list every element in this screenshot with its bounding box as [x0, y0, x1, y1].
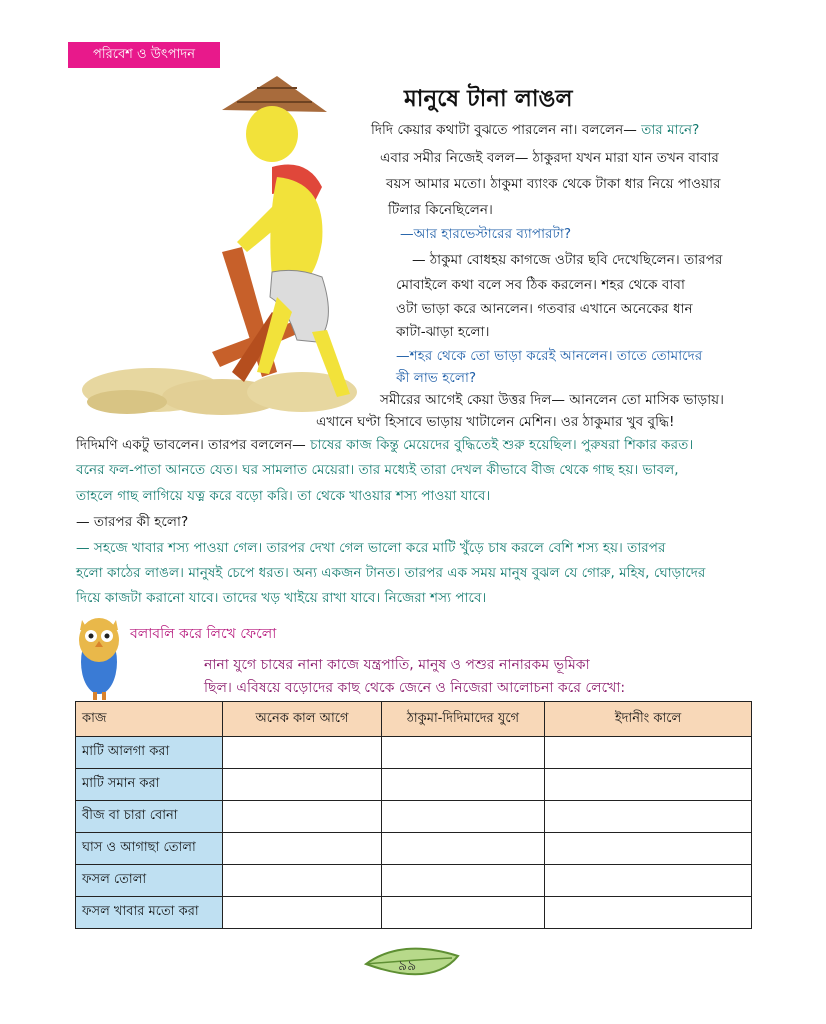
story-line: মোবাইলে কথা বলে সব ঠিক করলেন। শহর থেকে বাবা: [396, 277, 685, 293]
table-input-cell[interactable]: [382, 897, 545, 929]
story-line: কাটা-ঝাড়া হলো।: [396, 324, 490, 340]
table-row: [76, 737, 752, 769]
story-line: ওটা ভাড়া করে আনলেন। গতবার এখানে অনেকের ধান: [396, 301, 693, 317]
story-line: দিয়ে কাজটা করানো যাবে। তাদের খড় খাইয়ে রাখা যাবে। নিজেরা শস্য পাবে।: [76, 590, 487, 606]
story-line: দিদি কেয়ার কথাটা বুঝতে পারলেন না। বললেন— তার মানে?: [371, 122, 700, 138]
story-line: দিদিমণি একটু ভাবলেন। তারপর বললেন— চাষের কাজ কিন্তু মেয়েদের বুদ্ধিতেই শুরু হয়েছিল। পুরুষরা শিকার করত।: [76, 437, 694, 453]
table-row-label: ফসল খাবার মতো করা: [76, 897, 223, 929]
story-line: কী লাভ হলো?: [396, 370, 477, 386]
table-row-label: বীজ বা চারা বোনা: [76, 801, 223, 833]
table-header-cell: কাজ: [76, 702, 223, 737]
table-input-cell[interactable]: [382, 833, 545, 865]
table-row: [76, 801, 752, 833]
page-title: মানুষে টানা লাঙল: [404, 86, 573, 112]
story-line: বয়স আমার মতো। ঠাকুমা ব্যাংক থেকে টাকা ধার নিয়ে পাওয়ার: [386, 176, 721, 192]
table-input-cell[interactable]: [545, 737, 752, 769]
story-line: — সহজে খাবার শস্য পাওয়া গেল। তারপর দেখা গেল ভালো করে মাটি খুঁড়ে চাষ করলে বেশি শস্য হয়। তারপর: [76, 540, 666, 556]
activity-instruction: নানা যুগে চাষের নানা কাজে যন্ত্রপাতি, মানুষ ও পশুর নানারকম ভূমিকা: [204, 657, 590, 673]
owl-icon: [74, 612, 124, 700]
story-line: এখানে ঘণ্টা হিসাবে ভাড়ায় খাটালেন মেশিন। ওর ঠাকুমার খুব বুদ্ধি!: [316, 414, 675, 430]
table-input-cell[interactable]: [223, 897, 382, 929]
story-line: হলো কাঠের লাঙল। মানুষই চেপে ধরত। অন্য একজন টানত। তারপর এক সময় মানুষ বুঝল যে গোরু, মহিষ, ঘোড়াদের: [76, 565, 706, 581]
activity-title: বলাবলি করে লিখে ফেলো: [130, 626, 277, 642]
table-header-row: [76, 702, 752, 737]
table-input-cell[interactable]: [382, 801, 545, 833]
table-row: [76, 833, 752, 865]
table-input-cell[interactable]: [223, 833, 382, 865]
table-row-label: ফসল তোলা: [76, 865, 223, 897]
table-row: [76, 865, 752, 897]
table-row-label: মাটি সমান করা: [76, 769, 223, 801]
story-line: —আর হারভেস্টারের ব্যাপারটা?: [400, 226, 572, 242]
page-number: ৯৯: [398, 958, 417, 974]
story-line: তাহলে গাছ লাগিয়ে যত্ন করে বড়ো করি। তা থেকে খাওয়ার শস্য পাওয়া যাবে।: [76, 488, 491, 504]
table-row: [76, 769, 752, 801]
story-line: —শহর থেকে তো ভাড়া করেই আনলেন। তাতে তোমাদের: [396, 348, 703, 364]
farmer-pulling-plough-icon: [72, 72, 392, 422]
story-line: — ঠাকুমা বোধহয় কাগজে ওটার ছবি দেখেছিলেন। তারপর: [412, 252, 723, 268]
activity-table: [75, 701, 752, 929]
table-header-cell: অনেক কাল আগে: [223, 702, 382, 737]
table-input-cell[interactable]: [545, 769, 752, 801]
table-input-cell[interactable]: [545, 865, 752, 897]
table-input-cell[interactable]: [223, 801, 382, 833]
table-row-label: মাটি আলগা করা: [76, 737, 223, 769]
story-line: — তারপর কী হলো?: [76, 514, 189, 530]
table-input-cell[interactable]: [382, 769, 545, 801]
table-header-cell: ঠাকুমা-দিদিমাদের যুগে: [382, 702, 545, 737]
story-line: টিলার কিনেছিলেন।: [388, 202, 493, 218]
story-line: এবার সমীর নিজেই বলল— ঠাকুরদা যখন মারা যান তখন বাবার: [380, 150, 719, 166]
table-input-cell[interactable]: [545, 897, 752, 929]
chapter-header-tag: পরিবেশ ও উৎপাদন: [68, 42, 220, 68]
table-input-cell[interactable]: [545, 833, 752, 865]
table-header-cell: ইদানীং কালে: [545, 702, 752, 737]
table-input-cell[interactable]: [545, 801, 752, 833]
table-input-cell[interactable]: [223, 865, 382, 897]
story-line: সমীরের আগেই কেয়া উত্তর দিল— আনলেন তো মাসিক ভাড়ায়।: [380, 392, 725, 408]
table-row-label: ঘাস ও আগাছা তোলা: [76, 833, 223, 865]
table-input-cell[interactable]: [382, 865, 545, 897]
table-input-cell[interactable]: [223, 737, 382, 769]
table-input-cell[interactable]: [382, 737, 545, 769]
table-input-cell[interactable]: [223, 769, 382, 801]
table-row: [76, 897, 752, 929]
activity-instruction: ছিল। এবিষয়ে বড়োদের কাছ থেকে জেনে ও নিজেরা আলোচনা করে লেখো:: [204, 680, 626, 696]
story-line: বনের ফল-পাতা আনতে যেত। ঘর সামলাত মেয়েরা। তার মধ্যেই তারা দেখল কীভাবে বীজ থেকে গাছ হয়। ভাবল,: [76, 462, 679, 478]
